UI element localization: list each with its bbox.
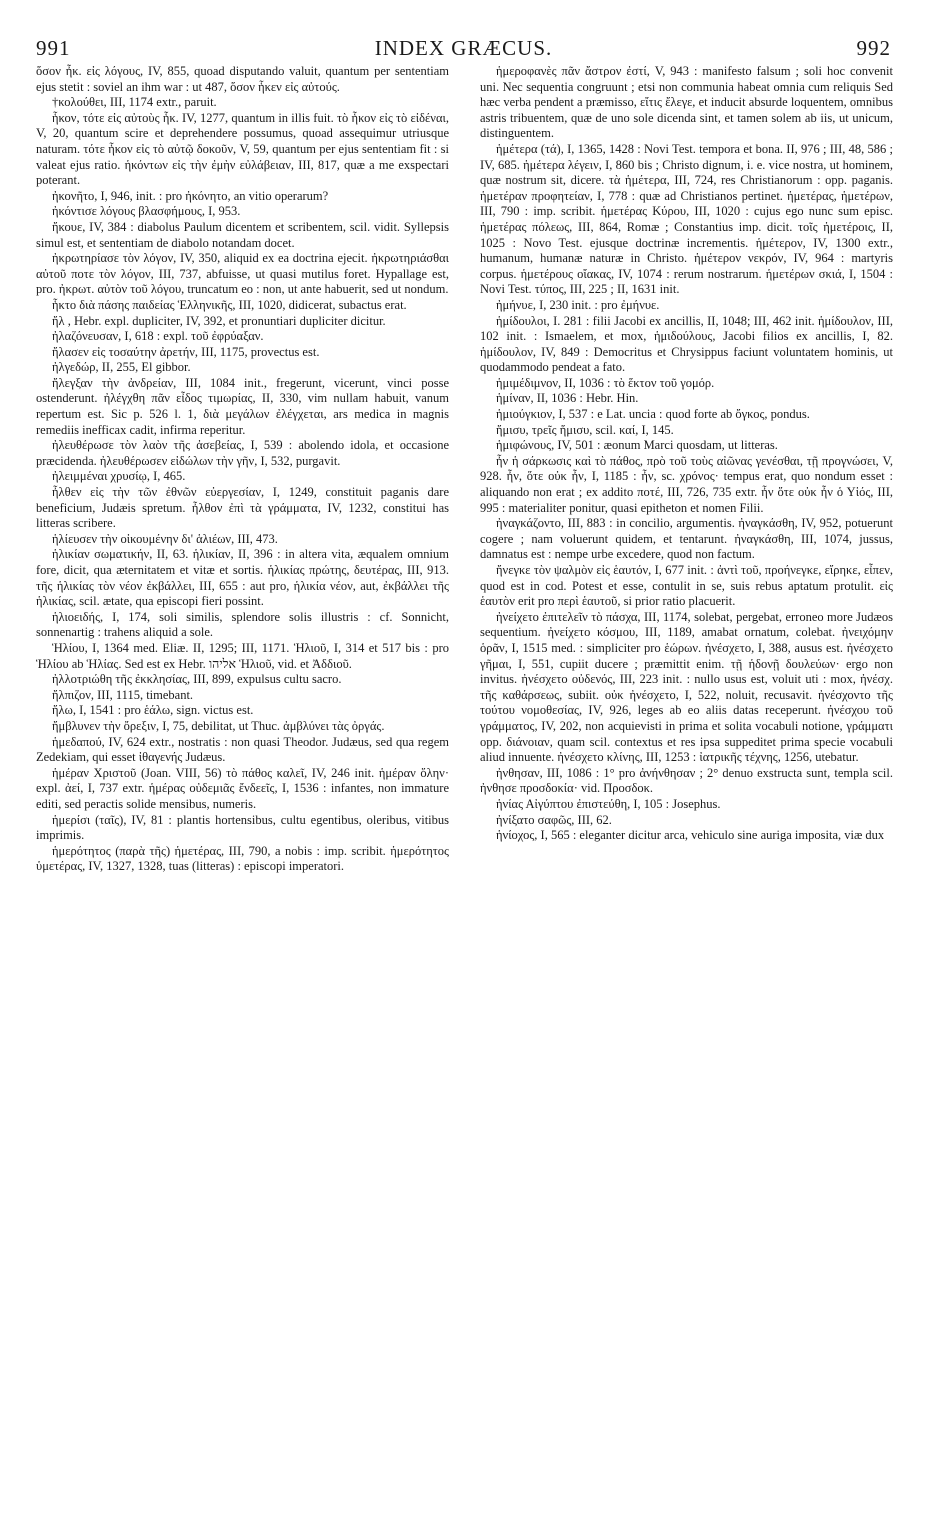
index-entry: ἠκονῆτο, I, 946, init. : pro ἠκόνητο, an vitio operarum? — [52, 188, 329, 203]
index-entry: ἠλευθέρωσε τὸν λαὸν τῆς ἀσεβείας, I, 539 : abolendo idola, et occasione præcidenda. ἠλευθέρωσεν εἰδώλων τὴν γῆν, I, 532, purgavit. — [36, 438, 449, 468]
left-column — [36, 64, 449, 1529]
index-entry: ἡμιμέδιμνον, II, 1036 : τὸ ἕκτον τοῦ γομόρ. — [496, 375, 715, 390]
index-entry: ἠλειμμέναι χρυσίῳ, I, 465. — [52, 469, 186, 484]
index-entry: ἠκόντισε λόγους βλασφήμους, I, 953. — [52, 204, 241, 219]
index-entry: ἡμερίσι (ταῖς), IV, 81 : plantis hortensibus, cultu egentibus, oleribus, vitibus imprimis. — [36, 812, 449, 843]
index-entry: ἡνίας Αἰγύπτου ἐπιστεύθη, I, 105 : Josephus. — [496, 796, 721, 811]
index-entry: ἤμβλυνεν τὴν ὄρεξιν, I, 75, debilitat, ut Thuc. ἀμβλύνει τὰς ὀργάς. — [52, 718, 385, 733]
index-entry: ἥμισυ, τρεῖς ἥμισυ, scil. καί, I, 145. — [496, 422, 674, 437]
index-entry: Ἡλίου, I, 1364 med. Eliæ. II, 1295; III, 1171. Ἡλιοῦ, I, 314 et 517 bis : pro Ἡλίου ab Ἡλίας. Sed est ex Hebr. אליהו Ἡλιοῦ, vid. et Ἀδδιοῦ. — [36, 640, 449, 671]
index-entry: ἡμερότητος (παρὰ τῆς) ἡμετέρας, III, 790, a nobis : imp. scribit. ἡμερότητος ὑμετέρας, IV, 1327, 1328, tuas (litteras) : episcopi imperatori. — [36, 843, 449, 874]
page-title: INDEX GRÆCUS. — [374, 36, 553, 60]
index-entry: ἠνθησαν, III, 1086 : 1° pro ἀνήνθησαν ; 2° denuo exstructa sunt, templa scil. ἠνθησε προσδοκία· vid. Προσδοκ. — [480, 765, 893, 796]
index-entry: ἤλ , Hebr. expl. dupliciter, IV, 392, et pronuntiari dupliciter dicitur. — [52, 313, 386, 328]
index-entry: ἡμίναν, II, 1036 : Hebr. Hin. — [496, 391, 639, 406]
index-entry: ἡλικίαν σωματικήν, II, 63. ἡλικίαν, II, 396 : in altera vita, æqualem omnium fore, dicit, qua æternitatem et vitæ et sortis. ἡλικίας πρώτης, δευτέρας, III, 913. τῆς ἡλικίας τὸν νέον ἐκβάλλει, III, 655 : aut pro, ἡλικία νέον, aut, ἐκβάλλει τῆς ἡλικίας, scil. ætate, qua episcopi fieri possint. — [36, 547, 449, 609]
page-number-left: 991 — [36, 36, 71, 60]
index-entry: ἠλγεδώρ, II, 255, El gibbor. — [52, 360, 191, 375]
index-entry: ἡλιοειδής, I, 174, soli similis, splendore solis illustris : cf. Sonnicht, sonnenartig : trahens aliquid a sole. — [36, 609, 449, 640]
index-entry: ἡμίδουλοι, I. 281 : filii Jacobi ex ancillis, II, 1048; III, 462 init. ἡμίδουλον, III, 102 init. : Ismaelem, et mox, ἡμιδούλους, Jacobi filios ex ancillis, I, 82. ἡμίδουλον, IV, 849 : Democritus et Chrysippus faciunt voluntatem hominis, ut quodammodo pendeat a fato. — [480, 313, 893, 375]
index-entry: ἤλεγξαν τὴν ἀνδρείαν, III, 1084 init., fregerunt, vicerunt, vinci posse ostenderunt. ἠλέγχθη πᾶν εἶδος τιμωρίας, II, 330, vim nullam habuit, vanum repertum est. Sic p. 526 l. 1, διὰ μεγάλων ἐλέγχεται, ars medica in magnis remediis inefficax cadit, infirma reperitur. — [36, 375, 449, 437]
page-number-right: 992 — [856, 36, 891, 60]
index-entry: ἡμεδαπού, IV, 624 extr., nostratis : non quasi Theodor. Judæus, sed qua regem Zedekiam, qui esset ἰθαγενής Judæus. — [36, 734, 449, 765]
right-column — [480, 64, 893, 1529]
index-entry: ἦλθεν εἰς τὴν τῶν ἐθνῶν εὐεργεσίαν, I, 1249, constituit paganis dare beneficium, Judæis spretum. ἦλθον ἐπὶ τὰ γράμματα, IV, 1232, constitui has litteras scribere. — [36, 485, 449, 531]
index-entry: ἠνείχετο ἐπιτελεῖν τὸ πάσχα, III, 1174, solebat, pergebat, erroneo more Judæos sequentium. ἠνείχετο κόσμου, III, 1189, amabat ornatum, colebat. ἠνειχόμην ὁρᾶν, I, 1515 med. : simpliciter pro ἑώρων. ἠνέσχετο, I, 388, ausus est. ἠνέσχετο γῆμαι, I, 551, cupiit ducere ; præmittit enim. τῇ ἡδονῇ δουλεύων· ergo non invitus. ἠνέσχετο οὐδενός, III, 223 init. : nullo usus est, voluit uti : mox, ἠνέσχ. τῆς καθάρσεως, subiit. οὐκ ἠνέσχετο, I, 522, noluit, recusavit. ἠνέσχοντο τῆς τούτου νομοθεσίας, IV, 926, leges ab eo aliis datas receperunt. ἠνέσχου τοῦ γράμματος, IV, 202, non acquievisti in prima et solita vocabuli notione, γράμματι opp. διάνοιαν, quam scil. contextus et res ipsa suppeditet prima specie vocabuli aliud innuente. ἠνέσχετο κλίνης, III, 1253 : ἰατρικῆς τέχνης, 1256, utebatur. — [480, 609, 893, 765]
index-entry: ἡμεροφανὲς πᾶν ἄστρον ἐστί, V, 943 : manifesto falsum ; soli hoc convenit uni. Nec sequentia congruunt ; etsi non communia habeat omnia cum reliquis Sed hæc verba pendent a præmisso, εἴτις ἔλεγε, et inducit absurde loquentem, omnibus astris tribuentem, quæ de uno sole dicenda sint, et tamen solem ab iis, ut unicum, distinguentem. — [480, 64, 893, 141]
index-entry: ἤνεγκε τὸν ψαλμὸν εἰς ἑαυτόν, I, 677 init. : ἀντὶ τοῦ, προήνεγκε, εἴρηκε, εἶπεν, quod est in cod. Potest et esse, contulit in se, suis rebus aptatum protulit. εἰς ἑαυτὸν erit pro περὶ ἑαυτοῦ, si prior ratio placuerit. — [480, 563, 893, 609]
index-entry: ἠλλοτριώθη τῆς ἐκκλησίας, III, 899, expulsus cultu sacro. — [52, 672, 342, 687]
index-entry: ἡλίευσεν τὴν οἰκουμένην δι' ἁλιέων, III, 473. — [52, 531, 278, 546]
index-entry: ἠμήνυε, I, 230 init. : pro ἐμήνυε. — [496, 297, 660, 312]
index-entry: ἦν ἡ σάρκωσις καὶ τὸ πάθος, πρὸ τοῦ τοὺς αἰῶνας γενέσθαι, τῇ προγνώσει, V, 928. ἦν, ὅτε οὐκ ἦν, I, 1185 : ἦν, sc. χρόνος· tempus erat, quo nondum esset : aliquando non erat ; ex addito ποτέ, III, 726, 735 extr. ἦν ὅτε οὐκ ἦν ὁ Υἱός, III, 995 : materialiter ponitur, quasi epitheton et nomen Filii. — [480, 453, 893, 515]
index-entry: ἠναγκάζοντο, III, 883 : in concilio, argumentis. ἠναγκάσθη, IV, 952, potuerunt cogere ; nam voluerunt quidem, et tentarunt. ἠναγκάσθη, III, 1074, jussus, damnatus est : nempe urbe excedere, quod non factum. — [480, 516, 893, 562]
index-entry: †κολούθει, III, 1174 extr., paruit. — [52, 95, 217, 110]
index-entry: ἤλπιζον, III, 1115, timebant. — [52, 687, 194, 702]
index-entry: ἡμέτερα (τά), I, 1365, 1428 : Novi Test. tempora et bona. II, 976 ; III, 48, 586 ; IV, 685. ἡμέτερα λέγειν, I, 860 bis ; Christo dignum, i. e. vice nostra, ut hominem, quæ nostrum sit, dicere. τὰ ἡμέτερα, III, 724, res Christianorum : opp. paganis. ἡμετέραν προφητείαν, I, 778 : quæ ad Christianos pertinet. ἡμετέρας, ἡμετέρων, III, 790 : imp. scribit. ἡμετέρας Κύρου, III, 1020 : cujus ego nunc sum episc. ἡμετέρας πόλεως, III, 864, Romæ ; Constantius imp. dicit. τοῖς ἡμετέροις, II, 1025 : Novo Test. ejusque doctrinæ incrementis. ἡμέτερον, IV, 1300 extr., humanum, humanæ naturæ in Christo. ἡμέτερον νεκρόν, IV, 964 : martyris corpus. ἡμετέρους οἴακας, IV, 1074 : rerum nostrarum. ἡμετέρων σκιά, I, 1504 : Novi Test. τύπος, III, 225 ; II, 1631 init. — [480, 141, 893, 297]
index-entry: ἡμιφώνους, IV, 501 : æonum Marci quosdam, ut litteras. — [496, 438, 778, 453]
index-entry: ἧκτο διὰ πάσης παιδείας Ἑλληνικῆς, III, 1020, didicerat, subactus erat. — [52, 297, 407, 312]
index-entry: ἤκουε, IV, 384 : diabolus Paulum dicentem et scribentem, scil. vidit. Syllepsis simul est, et sententiam de diabolo notandam docet. — [36, 219, 449, 250]
index-entry: ἠκρωτηρίασε τὸν λόγον, IV, 350, aliquid ex ea doctrina ejecit. ἠκρωτηριάσθαι αὐτοῦ ποτε τὸν λόγον, III, 737, abfuisse, ut quasi mutilus foret. Hypallage est, pro. ἠκρωτ. αὐτὸν τοῦ λόγου, truncatum eo : non, ut ante habuerit, sed ut nondum. — [36, 251, 449, 297]
index-entry: ἤλασεν εἰς τοσαύτην ἀρετήν, III, 1175, provectus est. — [52, 344, 320, 359]
index-entry: ἠνίξατο σαφῶς, III, 62. — [496, 812, 612, 827]
index-entry: ἥλω, I, 1541 : pro ἑάλω, sign. victus est. — [52, 703, 254, 718]
index-entry: ἡνίοχος, I, 565 : eleganter dicitur arca, vehiculo sine auriga imposita, viæ dux — [496, 828, 885, 843]
page-header — [36, 36, 891, 62]
index-entry: ὅσον ἦκ. εἰς λόγους, IV, 855, quoad disputando valuit, quantum per sententiam ejus stetit : soviel an ihm war : ut 487, ὅσον ἧκεν εἰς αὐτούς. — [36, 64, 449, 94]
index-entry: ἧκον, τότε εἰς αὐτοὺς ἧκ. IV, 1277, quantum in illis fuit. τὸ ἧκον εἰς τὸ εἰδέναι, V, 20, quantum scire et deprehendere possumus, quoad assequimur utriusque naturam. τότε ἧκον εἰς τὸ αὐτῷ δοκοῦν, V, 59, quantum per ejus sententiam fit : si valeat ejus ratio. ἡκόντων εἰς τὴν ἐμὴν εὐλάβειαν, III, 817, quæ a me exspectari poterant. — [36, 110, 449, 188]
index-entry: ἠλαζόνευσαν, I, 618 : expl. τοῦ ἐφρύαξαν. — [52, 329, 264, 344]
index-entry: ἡμέραν Χριστοῦ (Joan. VIII, 56) τὸ πάθος καλεῖ, IV, 246 init. ἡμέραν ὅλην· expl. ἀεί, I, 737 extr. ἡμέρας οὐδεμιᾶς ἔνδεεῖς, I, 1536 : infantes, non immature editi, sed peractis solide mensibus, numeris. — [36, 765, 449, 811]
index-entry: ἡμιούγκιον, I, 537 : e Lat. uncia : quod forte ab ὄγκος, pondus. — [496, 407, 810, 422]
